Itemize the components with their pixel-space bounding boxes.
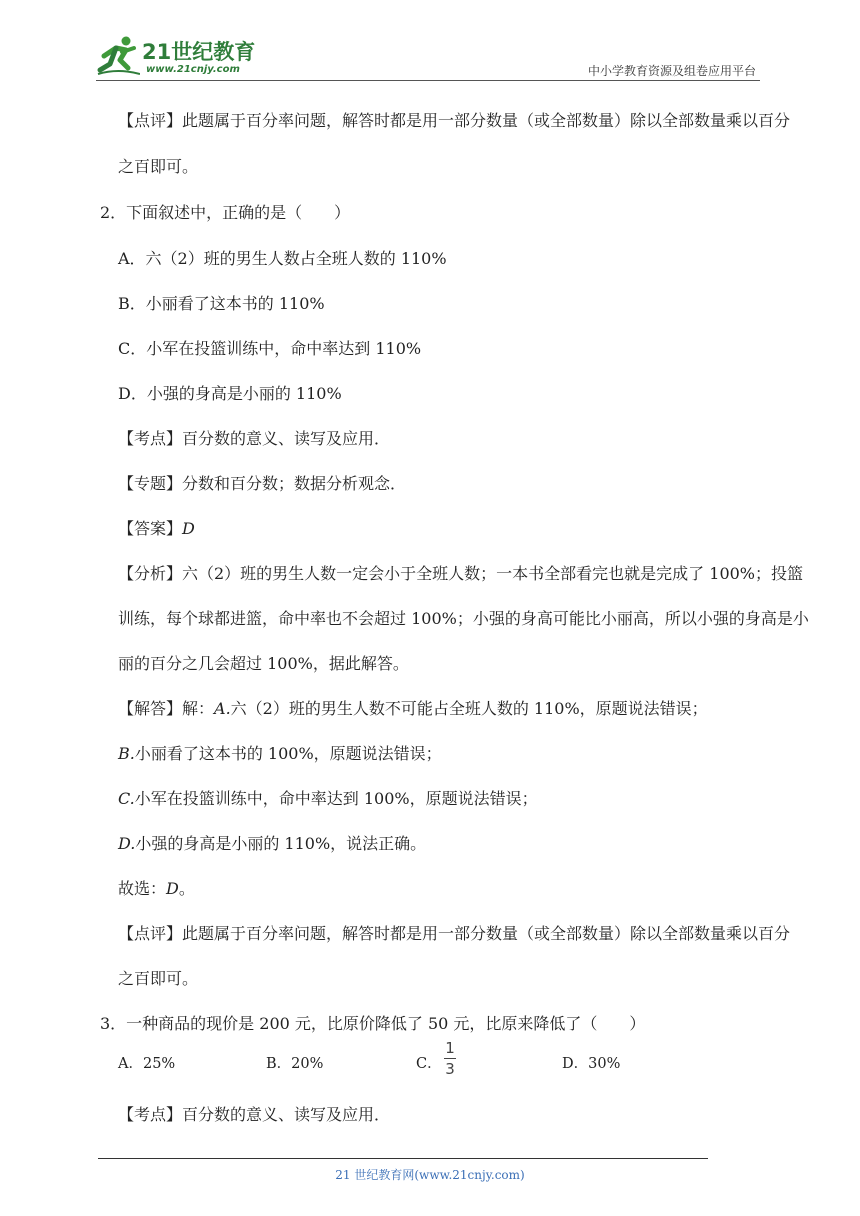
q2-option-d: D．小强的身高是小丽的 110% bbox=[118, 384, 342, 403]
fraction-bar bbox=[444, 1058, 456, 1059]
page-header bbox=[0, 0, 860, 82]
prev-comment-line-1: 【点评】此题属于百分率问题，解答时都是用一部分数量（或全部数量）除以全部数量乘以百分 bbox=[118, 111, 791, 130]
solution-d-letter: D. bbox=[118, 834, 136, 853]
q2-solution-d bbox=[118, 831, 426, 854]
q2-solution-a bbox=[118, 696, 708, 719]
q3-option-c-fraction bbox=[442, 1040, 458, 1077]
q2-analysis-line-1: 【分析】六（2）班的男生人数一定会小于全班人数；一本书全部看完也就是完成了 100%；投篮 bbox=[118, 564, 804, 583]
q2-kaodian: 【考点】百分数的意义、读写及应用． bbox=[118, 429, 391, 448]
site-logo[interactable] bbox=[96, 34, 266, 82]
q2-solution-b bbox=[118, 741, 442, 764]
q2-option-a: A．六（2）班的男生人数占全班人数的 110% bbox=[118, 249, 447, 268]
fraction-denominator: 3 bbox=[445, 1060, 455, 1078]
q2-option-b: B．小丽看了这本书的 110% bbox=[118, 294, 325, 313]
q2-comment-line-1: 【点评】此题属于百分率问题，解答时都是用一部分数量（或全部数量）除以全部数量乘以百分 bbox=[118, 924, 791, 943]
runner-logo-icon bbox=[96, 34, 140, 78]
answer-label: 【答案】 bbox=[118, 519, 183, 538]
q3-option-a: A．25% bbox=[118, 1056, 176, 1072]
q2-option-c: C．小军在投篮训练中，命中率达到 110% bbox=[118, 339, 422, 358]
q3-option-d: D．30% bbox=[562, 1056, 621, 1072]
q3-option-b: B．20% bbox=[266, 1056, 324, 1072]
q2-comment-line-2: 之百即可。 bbox=[118, 969, 199, 988]
q2-analysis-line-3: 丽的百分之几会超过 100%，据此解答。 bbox=[118, 654, 409, 673]
header-divider bbox=[96, 80, 760, 81]
solution-a-letter: A. bbox=[214, 699, 231, 718]
solution-b-letter: B. bbox=[118, 744, 135, 763]
footer-text[interactable]: 21 世纪教育网(www.21cnjy.com) bbox=[335, 1168, 525, 1182]
logo-text: 21世纪教育 bbox=[142, 40, 256, 64]
fraction-numerator: 1 bbox=[445, 1039, 455, 1057]
q3-option-c-label: C． bbox=[416, 1056, 442, 1072]
prev-comment-line-2: 之百即可。 bbox=[118, 157, 199, 176]
logo-site: www.21cnjy.com bbox=[146, 64, 240, 75]
solution-a-text: 六（2）班的男生人数不可能占全班人数的 110%，原题说法错误； bbox=[230, 699, 708, 718]
q2-answer bbox=[118, 516, 195, 539]
solution-d-text: 小强的身高是小丽的 110%，说法正确。 bbox=[135, 834, 427, 853]
footer-divider bbox=[98, 1158, 708, 1159]
solution-c-text: 小军在投篮训练中，命中率达到 100%，原题说法错误； bbox=[134, 789, 538, 808]
platform-title: 中小学教育资源及组卷应用平台 bbox=[587, 64, 756, 78]
choose-end: 。 bbox=[178, 879, 195, 898]
answer-value: D bbox=[182, 519, 195, 538]
choose-label: 故选： bbox=[118, 879, 167, 898]
solution-label: 【解答】解： bbox=[118, 699, 215, 718]
q2-analysis-line-2: 训练，每个球都进篮，命中率也不会超过 100%；小强的身高可能比小丽高，所以小强的身高是小 bbox=[118, 609, 809, 628]
choose-value: D bbox=[166, 879, 179, 898]
q2-solution-c bbox=[118, 786, 538, 809]
solution-b-text: 小丽看了这本书的 100%，原题说法错误； bbox=[134, 744, 442, 763]
question-2-stem: 2．下面叙述中，正确的是（ ） bbox=[100, 203, 351, 222]
q3-options bbox=[118, 1039, 718, 1092]
q2-zhuanti: 【专题】分数和百分数；数据分析观念． bbox=[118, 474, 407, 493]
question-3-stem: 3．一种商品的现价是 200 元，比原价降低了 50 元，比原来降低了（ ） bbox=[100, 1014, 646, 1033]
q3-kaodian: 【考点】百分数的意义、读写及应用． bbox=[118, 1105, 391, 1124]
q2-choose bbox=[118, 876, 195, 899]
solution-c-letter: C. bbox=[118, 789, 135, 808]
